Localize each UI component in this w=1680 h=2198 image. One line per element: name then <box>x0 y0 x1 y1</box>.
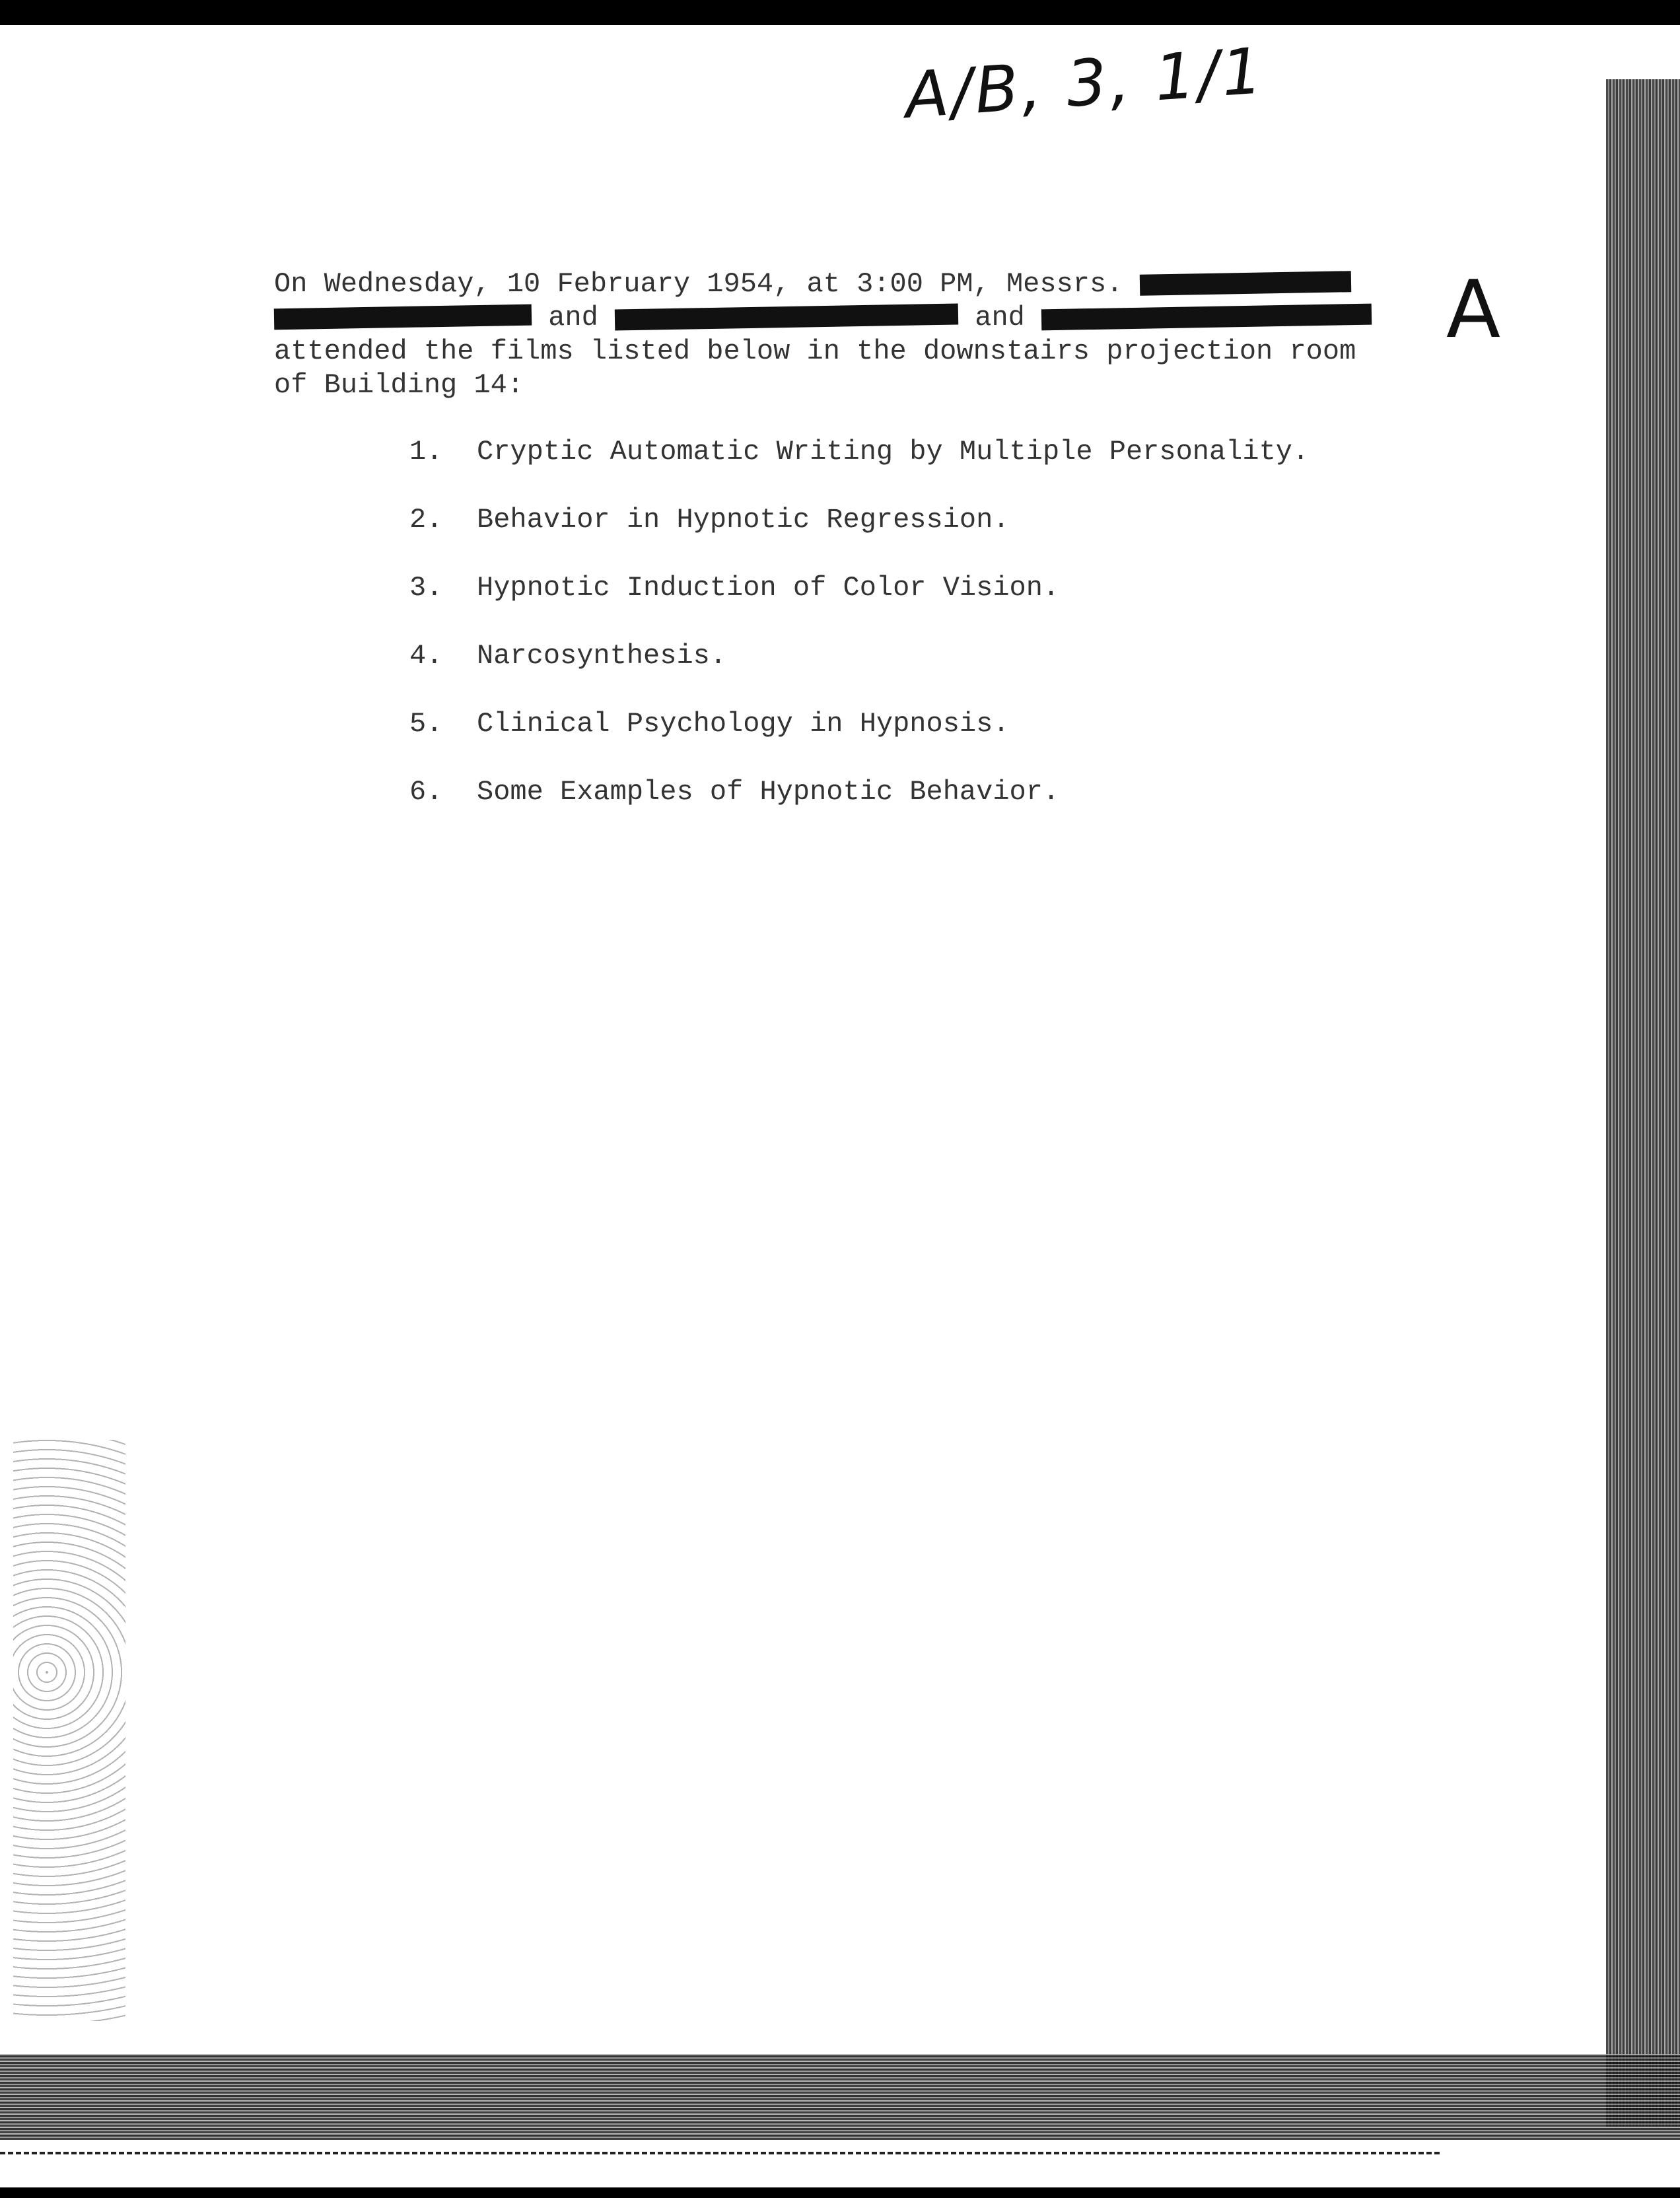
scan-bottom-edge-noise <box>0 2054 1680 2140</box>
scan-left-edge-noise <box>13 1440 125 2021</box>
film-item <box>409 572 1309 640</box>
scan-dashed-rule <box>0 2152 1440 2157</box>
redaction-bar <box>615 303 958 330</box>
film-title: Behavior in Hypnotic Regression. <box>477 504 1010 536</box>
redaction-bar <box>1041 304 1372 331</box>
film-item <box>409 504 1309 572</box>
film-title: Some Examples of Hypnotic Behavior. <box>477 776 1060 808</box>
film-list <box>409 436 1309 844</box>
film-number: 4. <box>409 640 443 672</box>
handwritten-margin-letter: A <box>1446 264 1501 356</box>
film-number: 5. <box>409 708 443 740</box>
film-number: 6. <box>409 776 443 808</box>
paragraph-line-2-connector: and <box>958 302 1042 334</box>
redaction-bar <box>1139 271 1351 296</box>
scan-top-border <box>0 0 1680 25</box>
paragraph-line-3: attended the films listed below in the downstairs projection room <box>274 336 1356 367</box>
paragraph-line-1: On Wednesday, 10 February 1954, at 3:00 PM, Messrs. <box>274 268 1123 300</box>
film-item <box>409 708 1309 776</box>
film-number: 2. <box>409 504 443 536</box>
film-number: 3. <box>409 572 443 604</box>
film-title: Clinical Psychology in Hypnosis. <box>477 708 1010 740</box>
scan-right-edge-noise <box>1606 79 1680 2127</box>
paragraph-line-4: of Building 14: <box>274 369 524 401</box>
film-item <box>409 436 1309 504</box>
scan-bottom-border <box>0 2187 1680 2198</box>
film-title: Cryptic Automatic Writing by Multiple Personality. <box>477 436 1310 468</box>
paragraph-line-2-connector: and <box>532 302 615 334</box>
memo-paragraph <box>274 267 1383 402</box>
film-title: Hypnotic Induction of Color Vision. <box>477 572 1060 604</box>
handwritten-reference-number: A/B, 3, 1/1 <box>902 34 1267 133</box>
film-number: 1. <box>409 436 443 468</box>
film-title: Narcosynthesis. <box>477 640 727 672</box>
film-item <box>409 776 1309 844</box>
redaction-bar <box>274 304 532 330</box>
film-item <box>409 640 1309 708</box>
